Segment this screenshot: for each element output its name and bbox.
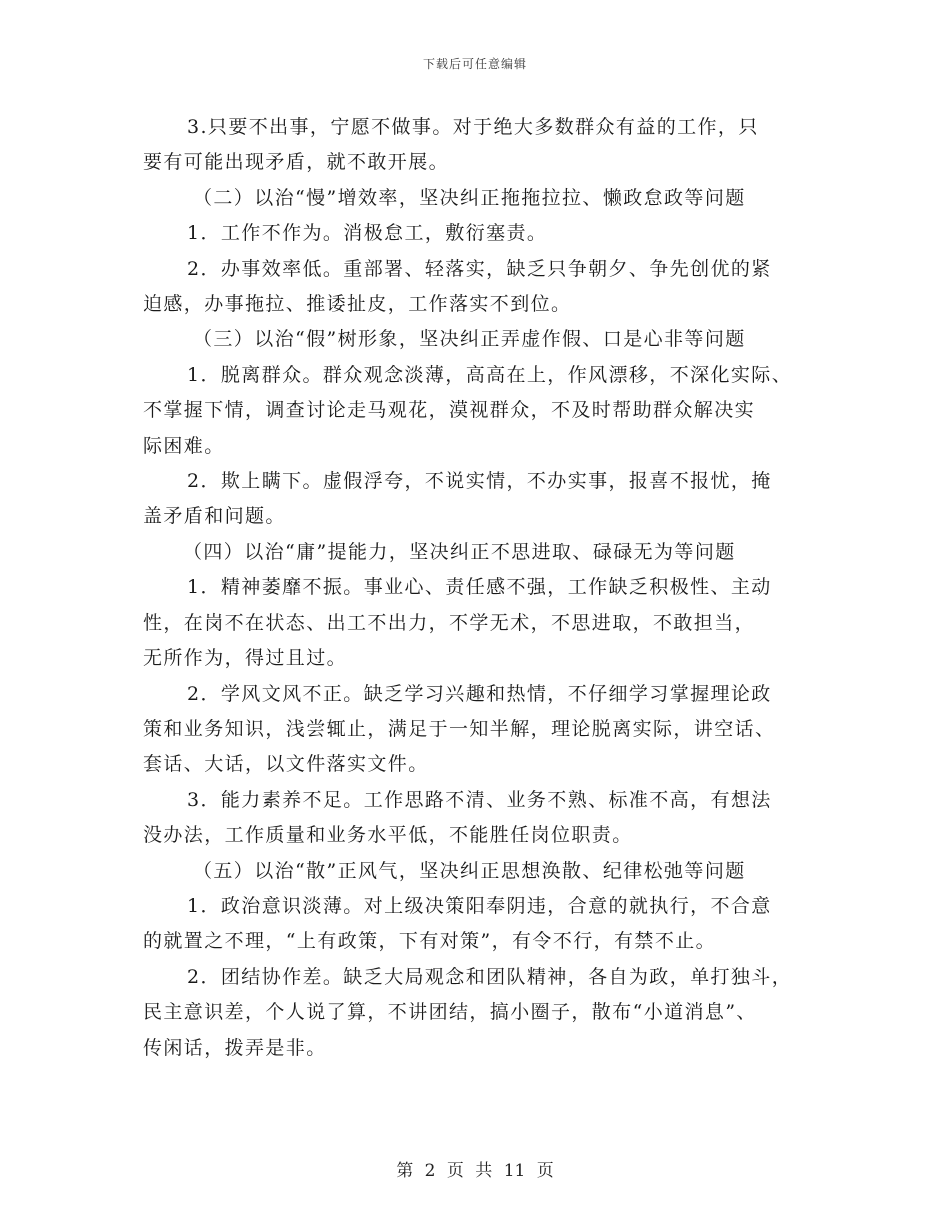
text-line: 传闲话，拨弄是非。: [143, 1036, 327, 1059]
section-heading: （三）以治“假”树形象，坚决纠正弄虚作假、口是心非等问题: [193, 328, 746, 351]
text-line: 3．能力素养不足。工作思路不清、业务不熟、标准不高，有想法: [187, 788, 772, 811]
text-line: 1．工作不作为。消极怠工，敷衍塞责。: [187, 222, 548, 245]
text-line: 不掌握下情，调查讨论走马观花，漠视群众，不及时帮助群众解决实: [143, 399, 756, 422]
text-line: 盖矛盾和问题。: [143, 505, 286, 528]
text-line: 民主意识差，个人说了算，不讲团结，搞小圈子，散布“小道消息”、: [143, 1001, 757, 1024]
section-heading: （二）以治“慢”增效率，坚决纠正拖拖拉拉、懒政怠政等问题: [193, 186, 746, 209]
text-line: 要有可能出现矛盾，就不敢开展。: [143, 151, 450, 174]
text-line: 无所作为，得过且过。: [143, 647, 348, 670]
text-line: 性，在岗不在状态、出工不出力，不学无术，不思进取，不敢担当，: [143, 611, 756, 634]
text-line: 2．欺上瞒下。虚假浮夸，不说实情，不办实事，报喜不报忧，掩: [187, 470, 772, 493]
text-line: 策和业务知识，浅尝辄止，满足于一知半解，理论脱离实际，讲空话、: [143, 717, 776, 740]
text-line: 2．办事效率低。重部署、轻落实，缺乏只争朝夕、争先创优的紧: [187, 257, 772, 280]
section-heading: （五）以治“散”正风气，坚决纠正思想涣散、纪律松弛等问题: [193, 859, 746, 882]
text-line: 迫感，办事拖拉、推诿扯皮，工作落实不到位。: [143, 293, 572, 316]
text-line: 套话、大话，以文件落实文件。: [143, 753, 429, 776]
text-line: 3.只要不出事，宁愿不做事。对于绝大多数群众有益的工作，只: [187, 116, 759, 138]
section-heading: （四）以治“庸”提能力，坚决纠正不思进取、碌碌无为等问题: [183, 540, 736, 563]
page-header: 下载后可任意编辑: [422, 57, 527, 71]
text-line: 没办法，工作质量和业务水平低，不能胜任岗位职责。: [143, 824, 633, 847]
text-line: 1．政治意识淡薄。对上级决策阳奉阴违，合意的就执行，不合意: [187, 894, 772, 917]
page-number: 第 2 页 共 11 页: [396, 1161, 554, 1181]
text-line: 际困难。: [143, 434, 225, 457]
text-line: 1．脱离群众。群众观念淡薄，高高在上，作风漂移，不深化实际、: [187, 363, 793, 386]
text-line: 2．团结协作差。缺乏大局观念和团队精神，各自为政，单打独斗，: [187, 965, 793, 988]
document-body: [143, 110, 815, 1066]
text-line: 2．学风文风不正。缺乏学习兴趣和热情，不仔细学习掌握理论政: [187, 682, 772, 705]
text-line: 的就置之不理，“上有政策，下有对策”，有令不行，有禁不止。: [143, 930, 717, 953]
text-line: 1．精神萎靡不振。事业心、责任感不强，工作缺乏积极性、主动: [187, 576, 772, 599]
